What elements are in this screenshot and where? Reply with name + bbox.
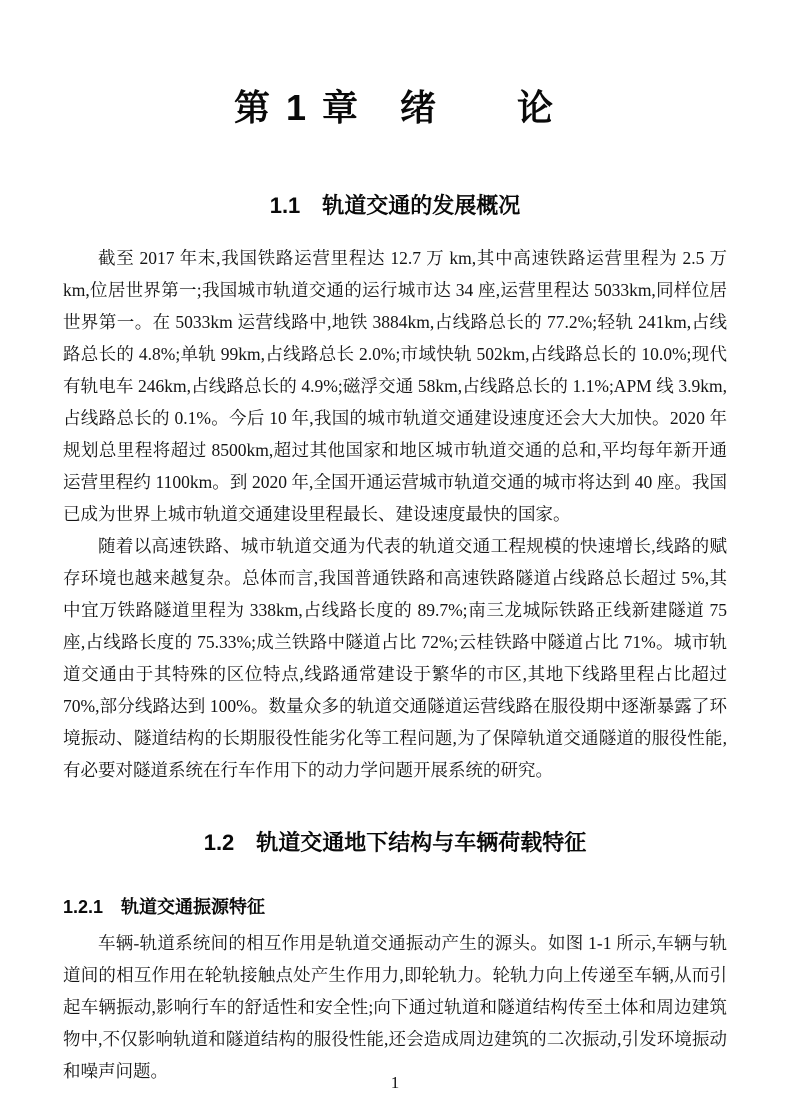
section-1-2-1-body [63,927,727,1087]
paragraph: 截至 2017 年末,我国铁路运营里程达 12.7 万 km,其中高速铁路运营里程为 2.5 万 km,位居世界第一;我国城市轨道交通的运行城市达 34 座,运营里程达 5033km,同样位居世界第一。在 5033km 运营线路中,地铁 3884km,占线路总长的 77.2%;轻轨 241km,占线路总长的 4.8%;单轨 99km,占线路总长 2.0%;市域快轨 502km,占线路总长的 10.0%;现代有轨电车 246km,占线路总长的 4.9%;磁浮交通 58km,占线路总长的 1.1%;APM 线 3.9km,占线路总长的 0.1%。今后 10 年,我国的城市轨道交通建设速度还会大大加快。2020 年规划总里程将超过 8500km,超过其他国家和地区城市轨道交通的总和,平均每年新开通运营里程约 1100km。到 2020 年,全国开通运营城市轨道交通的城市将达到 40 座。我国已成为世界上城市轨道交通建设里程最长、建设速度最快的国家。 [63,248,727,524]
section-1-1-body [63,242,727,786]
page-number: 1 [390,1073,400,1092]
chapter-title: 第 1 章 绪 论 [233,87,557,128]
section-heading-1-1: 1.1 轨道交通的发展概况 [269,193,521,218]
subsection-heading-1-2-1: 1.2.1 轨道交通振源特征 [63,897,266,917]
paragraph: 车辆-轨道系统间的相互作用是轨道交通振动产生的源头。如图 1-1 所示,车辆与轨道间的相互作用在轮轨接触点处产生作用力,即轮轨力。轮轨力向上传递至车辆,从而引起车辆振动,影响行车的舒适性和安全性;向下通过轨道和隧道结构传至土体和周边建筑物中,不仅影响轨道和隧道结构的服役性能,还会造成周边建筑的二次振动,引发环境振动和噪声问题。 [63,933,727,1081]
paragraph: 随着以高速铁路、城市轨道交通为代表的轨道交通工程规模的快速增长,线路的赋存环境也越来越复杂。总体而言,我国普通铁路和高速铁路隧道占线路总长超过 5%,其中宜万铁路隧道里程为 338km,占线路长度的 89.7%;南三龙城际铁路正线新建隧道 75 座,占线路长度的 75.33%;成兰铁路中隧道占比 72%;云桂铁路中隧道占比 71%。城市轨道交通由于其特殊的区位特点,线路通常建设于繁华的市区,其地下线路里程占比超过 70%,部分线路达到 100%。数量众多的轨道交通隧道运营线路在服役期中逐渐暴露了环境振动、隧道结构的长期服役性能劣化等工程问题,为了保障轨道交通隧道的服役性能,有必要对隧道系统在行车作用下的动力学问题开展系统的研究。 [63,536,727,780]
section-heading-1-2: 1.2 轨道交通地下结构与车辆荷载特征 [203,830,587,855]
